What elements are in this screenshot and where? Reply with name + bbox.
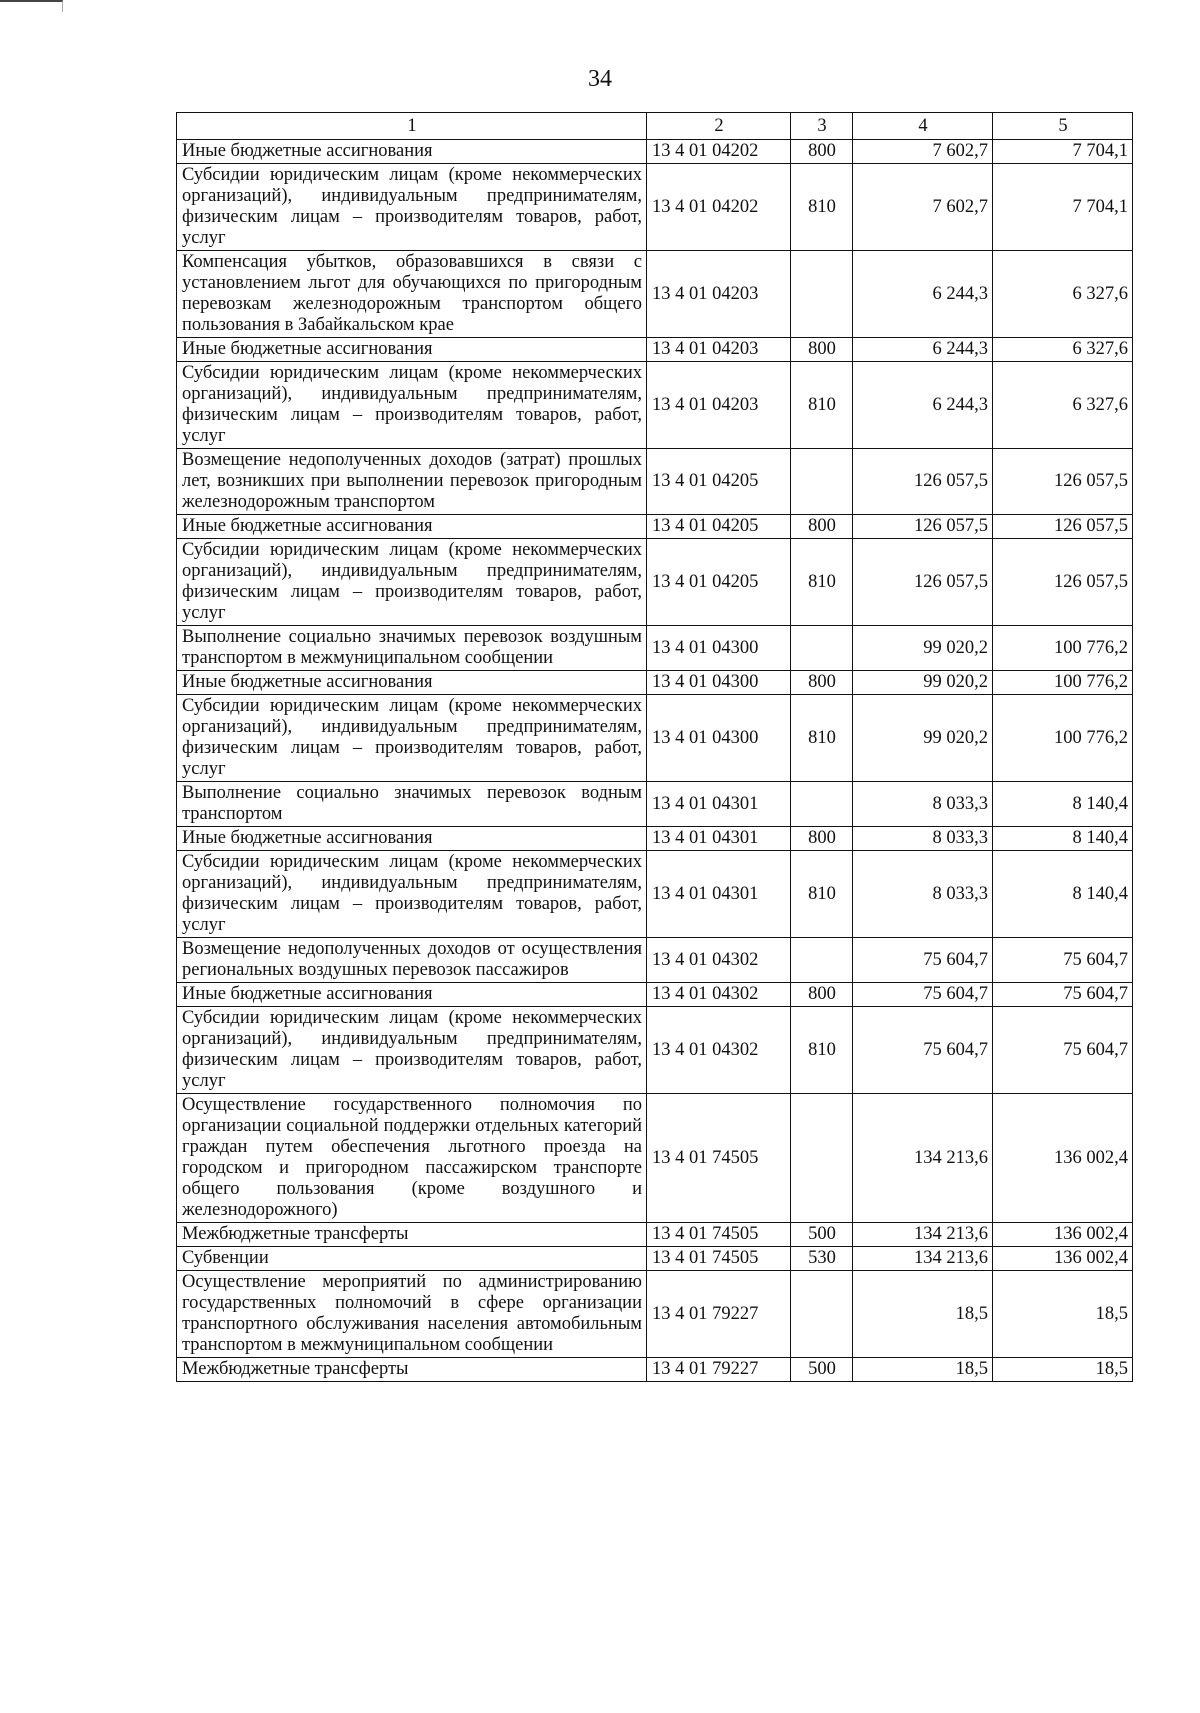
- row-kvr-cell: [791, 782, 853, 827]
- row-name-cell: Иные бюджетные ассигнования: [177, 827, 647, 851]
- column-header-2: 2: [647, 113, 791, 140]
- table-row: [177, 1271, 1133, 1358]
- row-value-col4-cell: 126 057,5: [853, 449, 993, 515]
- row-kvr-cell: 800: [791, 140, 853, 164]
- row-value-col4-cell: 75 604,7: [853, 983, 993, 1007]
- table-row: [177, 338, 1133, 362]
- row-name-cell: Иные бюджетные ассигнования: [177, 515, 647, 539]
- table-row: [177, 515, 1133, 539]
- row-value-col4-cell: 6 244,3: [853, 362, 993, 449]
- table-row: [177, 782, 1133, 827]
- row-kvr-cell: 800: [791, 827, 853, 851]
- row-value-col5-cell: 126 057,5: [993, 449, 1133, 515]
- table-row: [177, 164, 1133, 251]
- table-row: [177, 671, 1133, 695]
- row-code-cell: 13 4 01 04300: [647, 671, 791, 695]
- row-code-cell: 13 4 01 04302: [647, 983, 791, 1007]
- row-code-cell: 13 4 01 04300: [647, 695, 791, 782]
- row-code-cell: 13 4 01 04202: [647, 164, 791, 251]
- row-value-col5-cell: 126 057,5: [993, 515, 1133, 539]
- row-value-col4-cell: 126 057,5: [853, 539, 993, 626]
- budget-table: [176, 112, 1133, 1382]
- row-name-cell: Выполнение социально значимых перевозок воздушным транспортом в межмуниципальном сообщении: [177, 626, 647, 671]
- row-kvr-cell: 800: [791, 983, 853, 1007]
- row-kvr-cell: 800: [791, 671, 853, 695]
- row-value-col4-cell: 6 244,3: [853, 338, 993, 362]
- row-kvr-cell: 500: [791, 1358, 853, 1382]
- row-name-cell: Компенсация убытков, образовавшихся в связи с установлением льгот для обучающихся по пригородным перевозкам железнодорожным транспортом общего пользования в Забайкальском крае: [177, 251, 647, 338]
- row-code-cell: 13 4 01 74505: [647, 1247, 791, 1271]
- row-code-cell: 13 4 01 04203: [647, 338, 791, 362]
- row-name-cell: Субсидии юридическим лицам (кроме некоммерческих организаций), индивидуальным предпринимателям, физическим лицам – производителям товаров, работ, услуг: [177, 851, 647, 938]
- row-value-col5-cell: 100 776,2: [993, 671, 1133, 695]
- row-name-cell: Межбюджетные трансферты: [177, 1358, 647, 1382]
- row-value-col4-cell: 7 602,7: [853, 164, 993, 251]
- table-row: [177, 449, 1133, 515]
- row-value-col5-cell: 6 327,6: [993, 251, 1133, 338]
- row-name-cell: Субсидии юридическим лицам (кроме некоммерческих организаций), индивидуальным предпринимателям, физическим лицам – производителям товаров, работ, услуг: [177, 695, 647, 782]
- row-name-cell: Возмещение недополученных доходов (затрат) прошлых лет, возникших при выполнении перевозок пригородным железнодорожным транспортом: [177, 449, 647, 515]
- row-code-cell: 13 4 01 79227: [647, 1358, 791, 1382]
- row-value-col5-cell: 75 604,7: [993, 1007, 1133, 1094]
- row-value-col4-cell: 134 213,6: [853, 1247, 993, 1271]
- table-row: [177, 938, 1133, 983]
- row-code-cell: 13 4 01 04203: [647, 362, 791, 449]
- table-body: [177, 140, 1133, 1382]
- row-code-cell: 13 4 01 04301: [647, 782, 791, 827]
- row-kvr-cell: 810: [791, 851, 853, 938]
- row-code-cell: 13 4 01 04205: [647, 539, 791, 626]
- row-value-col5-cell: 75 604,7: [993, 983, 1133, 1007]
- row-name-cell: Иные бюджетные ассигнования: [177, 140, 647, 164]
- table-row: [177, 539, 1133, 626]
- row-value-col5-cell: 18,5: [993, 1271, 1133, 1358]
- row-value-col4-cell: 6 244,3: [853, 251, 993, 338]
- row-kvr-cell: [791, 449, 853, 515]
- row-code-cell: 13 4 01 04301: [647, 827, 791, 851]
- row-kvr-cell: 810: [791, 164, 853, 251]
- scan-corner-mark: [0, 0, 63, 12]
- row-value-col5-cell: 7 704,1: [993, 164, 1133, 251]
- table-row: [177, 983, 1133, 1007]
- row-value-col4-cell: 99 020,2: [853, 695, 993, 782]
- row-name-cell: Возмещение недополученных доходов от осуществления региональных воздушных перевозок пассажиров: [177, 938, 647, 983]
- row-kvr-cell: 800: [791, 338, 853, 362]
- row-value-col5-cell: 136 002,4: [993, 1094, 1133, 1223]
- table-row: [177, 695, 1133, 782]
- table-row: [177, 1358, 1133, 1382]
- row-value-col4-cell: 75 604,7: [853, 938, 993, 983]
- row-value-col4-cell: 18,5: [853, 1271, 993, 1358]
- row-name-cell: Иные бюджетные ассигнования: [177, 671, 647, 695]
- table-row: [177, 362, 1133, 449]
- row-kvr-cell: 810: [791, 539, 853, 626]
- row-value-col4-cell: 8 033,3: [853, 851, 993, 938]
- row-value-col4-cell: 134 213,6: [853, 1223, 993, 1247]
- table-row: [177, 827, 1133, 851]
- row-code-cell: 13 4 01 04302: [647, 938, 791, 983]
- row-code-cell: 13 4 01 04203: [647, 251, 791, 338]
- row-value-col5-cell: 100 776,2: [993, 695, 1133, 782]
- row-value-col5-cell: 100 776,2: [993, 626, 1133, 671]
- row-value-col4-cell: 99 020,2: [853, 671, 993, 695]
- row-value-col5-cell: 136 002,4: [993, 1223, 1133, 1247]
- row-value-col5-cell: 8 140,4: [993, 851, 1133, 938]
- row-name-cell: Субсидии юридическим лицам (кроме некоммерческих организаций), индивидуальным предпринимателям, физическим лицам – производителям товаров, работ, услуг: [177, 362, 647, 449]
- table-row: [177, 1223, 1133, 1247]
- row-code-cell: 13 4 01 04302: [647, 1007, 791, 1094]
- table-row: [177, 626, 1133, 671]
- row-code-cell: 13 4 01 04301: [647, 851, 791, 938]
- row-value-col4-cell: 8 033,3: [853, 827, 993, 851]
- page-number: 34: [588, 66, 612, 92]
- row-name-cell: Осуществление мероприятий по администрированию государственных полномочий в сфере организации транспортного обслуживания населения автомобильным транспортом в межмуниципальном сообщении: [177, 1271, 647, 1358]
- table-row: [177, 851, 1133, 938]
- row-kvr-cell: [791, 1271, 853, 1358]
- row-name-cell: Иные бюджетные ассигнования: [177, 983, 647, 1007]
- row-value-col5-cell: 6 327,6: [993, 362, 1133, 449]
- row-code-cell: 13 4 01 79227: [647, 1271, 791, 1358]
- table-row: [177, 1247, 1133, 1271]
- table-row: [177, 251, 1133, 338]
- row-value-col4-cell: 18,5: [853, 1358, 993, 1382]
- row-value-col5-cell: 75 604,7: [993, 938, 1133, 983]
- table-row: [177, 1094, 1133, 1223]
- row-code-cell: 13 4 01 74505: [647, 1094, 791, 1223]
- row-code-cell: 13 4 01 04205: [647, 515, 791, 539]
- column-header-4: 4: [853, 113, 993, 140]
- row-name-cell: Субсидии юридическим лицам (кроме некоммерческих организаций), индивидуальным предпринимателям, физическим лицам – производителям товаров, работ, услуг: [177, 1007, 647, 1094]
- row-value-col5-cell: 8 140,4: [993, 782, 1133, 827]
- row-kvr-cell: [791, 626, 853, 671]
- row-kvr-cell: 800: [791, 515, 853, 539]
- row-name-cell: Субсидии юридическим лицам (кроме некоммерческих организаций), индивидуальным предпринимателям, физическим лицам – производителям товаров, работ, услуг: [177, 164, 647, 251]
- row-kvr-cell: 500: [791, 1223, 853, 1247]
- row-value-col5-cell: 8 140,4: [993, 827, 1133, 851]
- row-kvr-cell: 810: [791, 1007, 853, 1094]
- row-value-col4-cell: 75 604,7: [853, 1007, 993, 1094]
- column-header-1: 1: [177, 113, 647, 140]
- row-name-cell: Межбюджетные трансферты: [177, 1223, 647, 1247]
- row-name-cell: Иные бюджетные ассигнования: [177, 338, 647, 362]
- row-name-cell: Выполнение социально значимых перевозок водным транспортом: [177, 782, 647, 827]
- row-name-cell: Осуществление государственного полномочия по организации социальной поддержки отдельных категорий граждан путем обеспечения льготного проезда на городском и пригородном пассажирском транспорте общего пользования (кроме воздушного и железнодорожного): [177, 1094, 647, 1223]
- table-row: [177, 140, 1133, 164]
- table-header-row: [177, 113, 1133, 140]
- row-kvr-cell: [791, 251, 853, 338]
- table-row: [177, 1007, 1133, 1094]
- column-header-5: 5: [993, 113, 1133, 140]
- row-code-cell: 13 4 01 04205: [647, 449, 791, 515]
- row-value-col5-cell: 126 057,5: [993, 539, 1133, 626]
- row-code-cell: 13 4 01 04300: [647, 626, 791, 671]
- row-kvr-cell: 810: [791, 695, 853, 782]
- row-kvr-cell: 810: [791, 362, 853, 449]
- row-code-cell: 13 4 01 04202: [647, 140, 791, 164]
- row-value-col4-cell: 134 213,6: [853, 1094, 993, 1223]
- row-value-col4-cell: 99 020,2: [853, 626, 993, 671]
- column-header-3: 3: [791, 113, 853, 140]
- row-code-cell: 13 4 01 74505: [647, 1223, 791, 1247]
- row-value-col4-cell: 7 602,7: [853, 140, 993, 164]
- row-value-col4-cell: 126 057,5: [853, 515, 993, 539]
- row-kvr-cell: 530: [791, 1247, 853, 1271]
- row-value-col4-cell: 8 033,3: [853, 782, 993, 827]
- row-value-col5-cell: 6 327,6: [993, 338, 1133, 362]
- row-kvr-cell: [791, 1094, 853, 1223]
- row-name-cell: Субвенции: [177, 1247, 647, 1271]
- row-value-col5-cell: 18,5: [993, 1358, 1133, 1382]
- row-kvr-cell: [791, 938, 853, 983]
- row-value-col5-cell: 7 704,1: [993, 140, 1133, 164]
- row-name-cell: Субсидии юридическим лицам (кроме некоммерческих организаций), индивидуальным предпринимателям, физическим лицам – производителям товаров, работ, услуг: [177, 539, 647, 626]
- row-value-col5-cell: 136 002,4: [993, 1247, 1133, 1271]
